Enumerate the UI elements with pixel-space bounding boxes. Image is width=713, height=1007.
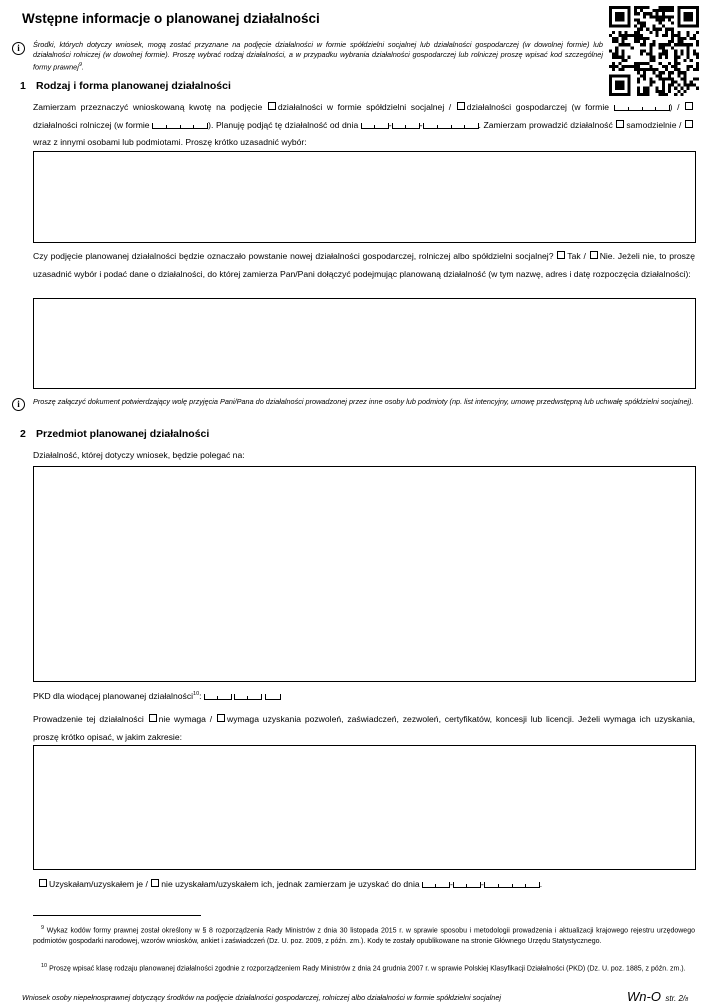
permits-text: Prowadzenie tej działalności nie wymaga / wymaga uzyskania pozwoleń, zaświadczeń, zezwoleń, certyfikatów, koncesji lub licencji. Jeżeli wymaga ich uzyskania, proszę krótko opisać, w jakim zakresie: [33, 714, 696, 742]
pkd-class-field[interactable] [234, 694, 262, 700]
activity-description-textarea[interactable] [33, 466, 696, 682]
checkbox-with-others[interactable] [685, 120, 693, 128]
section-1-text: Zamierzam przeznaczyć wnioskowaną kwotę na podjęcie działalności w formie spółdzielni socjalnej / działalności gospodarczej (w formie ) / działalności rolniczej (w formie ). Planuję podjąć tę działalność od dnia - - . Zamierzam prowadzić działalność samodzielnie / wraz z innymi osobami lub podmiotami. Proszę krótko uzasadnić wybór: [33, 99, 695, 152]
permits-textarea[interactable] [33, 745, 696, 870]
existing-business-textarea[interactable] [33, 298, 696, 389]
checkbox-obtained[interactable] [39, 879, 47, 887]
new-business-question: Czy podjęcie planowanej działalności będzie oznaczało powstanie nowej działalności gospodarczej, rolniczej albo spółdzielni socjalnej? Tak / Nie. Jeżeli nie, to proszę uzasadnić wybór i podać dane o działalności, do której zamierza Pan/Pani dołączyć podejmując planowaną działalność (w tym nazwę, adres i datę rozpoczęcia działalności): [33, 251, 695, 279]
obtain-year-field[interactable] [484, 882, 540, 888]
start-month-field[interactable] [392, 123, 420, 129]
start-day-field[interactable] [361, 123, 389, 129]
obtain-month-field[interactable] [453, 882, 481, 888]
section-1-heading: 1 Rodzaj i forma planowanej działalności [20, 80, 231, 92]
checkbox-permit-not-required[interactable] [149, 714, 157, 722]
footnote-9: $^9$ Wykaz kodów formy prawnej został określony w § 8 rozporządzenia Rady Ministrów z dnia 30 listopada 2015 r. w sprawie sposobu i metodologii prowadzenia i aktualizacji krajowego rejestru urzędowego podmiotów gospodarki narodowej, wzorów wniosków, ankiet i zaświadczeń (Dz. U. poz. 2009, z późn. zm.). Kody te zostały opublikowane na stronie Głównego Urzędu Statystycznego. [33, 925, 695, 945]
footnote-10: $^{10}$ Proszę wpisać klasę rodzaju planowanej działalności zgodnie z rozporządzeniem Rady Ministrów z dnia 24 grudnia 2007 r. w sprawie Polskiej Klasyfikacji Działalności (PKD) (Dz. U. poz. 1885, z późn. zm.). [41, 963, 686, 973]
legal-form-code-farm[interactable] [152, 123, 208, 129]
info-icon: i [12, 398, 25, 411]
pkd-subclass-field[interactable] [265, 694, 281, 700]
start-year-field[interactable] [423, 123, 479, 129]
qr-code [608, 6, 700, 96]
checkbox-yes[interactable] [557, 251, 565, 259]
justification-textarea[interactable] [33, 151, 696, 243]
footer-text: Wniosek osoby niepełnosprawnej dotyczący środków na podjęcie działalności gospodarczej, rolniczej albo działalności w formie spółdzielni socjalnej [22, 993, 502, 1002]
checkbox-not-obtained[interactable] [151, 879, 159, 887]
pkd-row: PKD dla wiodącej planowanej działalności$^{10}$: [33, 686, 281, 705]
checkbox-business[interactable] [457, 102, 465, 110]
info-icon: i [12, 42, 25, 55]
checkbox-coop[interactable] [268, 102, 276, 110]
section-2-heading: 2 Przedmiot planowanej działalności [20, 428, 210, 440]
page-title: Wstępne informacje o planowanej działalności [22, 11, 320, 26]
page-number: Wn-O str. 2/8 [627, 989, 689, 1004]
obtain-day-field[interactable] [422, 882, 450, 888]
legal-form-code-business[interactable] [614, 105, 670, 111]
attachment-note: Proszę załączyć dokument potwierdzający wolę przyjęcia Pani/Pana do działalności prowadzonej przez inne osoby lub podmioty (np. list intencyjny, umowę przedwstępną lub uchwałę spółdzielni socjalnej). [33, 397, 694, 406]
checkbox-permit-required[interactable] [217, 714, 225, 722]
checkbox-alone[interactable] [616, 120, 624, 128]
checkbox-farm[interactable] [685, 102, 693, 110]
intro-note: Środki, których dotyczy wniosek, mogą zostać przyznane na podjęcie działalności w formie spółdzielni socjalnej lub działalności gospodarczej (w dowolnej formie) lub działalności rolniczej (w dowolnej formie). Proszę wybrać rodzaj działalności, a w przypadku wybrania działalności gospodarczej lub rolniczej proszę wpisać kod szczególnej formy prawnej$^9$. [33, 40, 603, 72]
permits-obtained-row: Uzyskałam/uzyskałem je / nie uzyskałam/uzyskałem ich, jednak zamierzam je uzyskać do dnia - - . [38, 876, 542, 894]
pkd-section-field[interactable] [204, 694, 232, 700]
activity-description-label: Działalność, której dotyczy wniosek, będzie polegać na: [33, 450, 245, 460]
checkbox-no[interactable] [590, 251, 598, 259]
footnote-separator [33, 915, 201, 916]
